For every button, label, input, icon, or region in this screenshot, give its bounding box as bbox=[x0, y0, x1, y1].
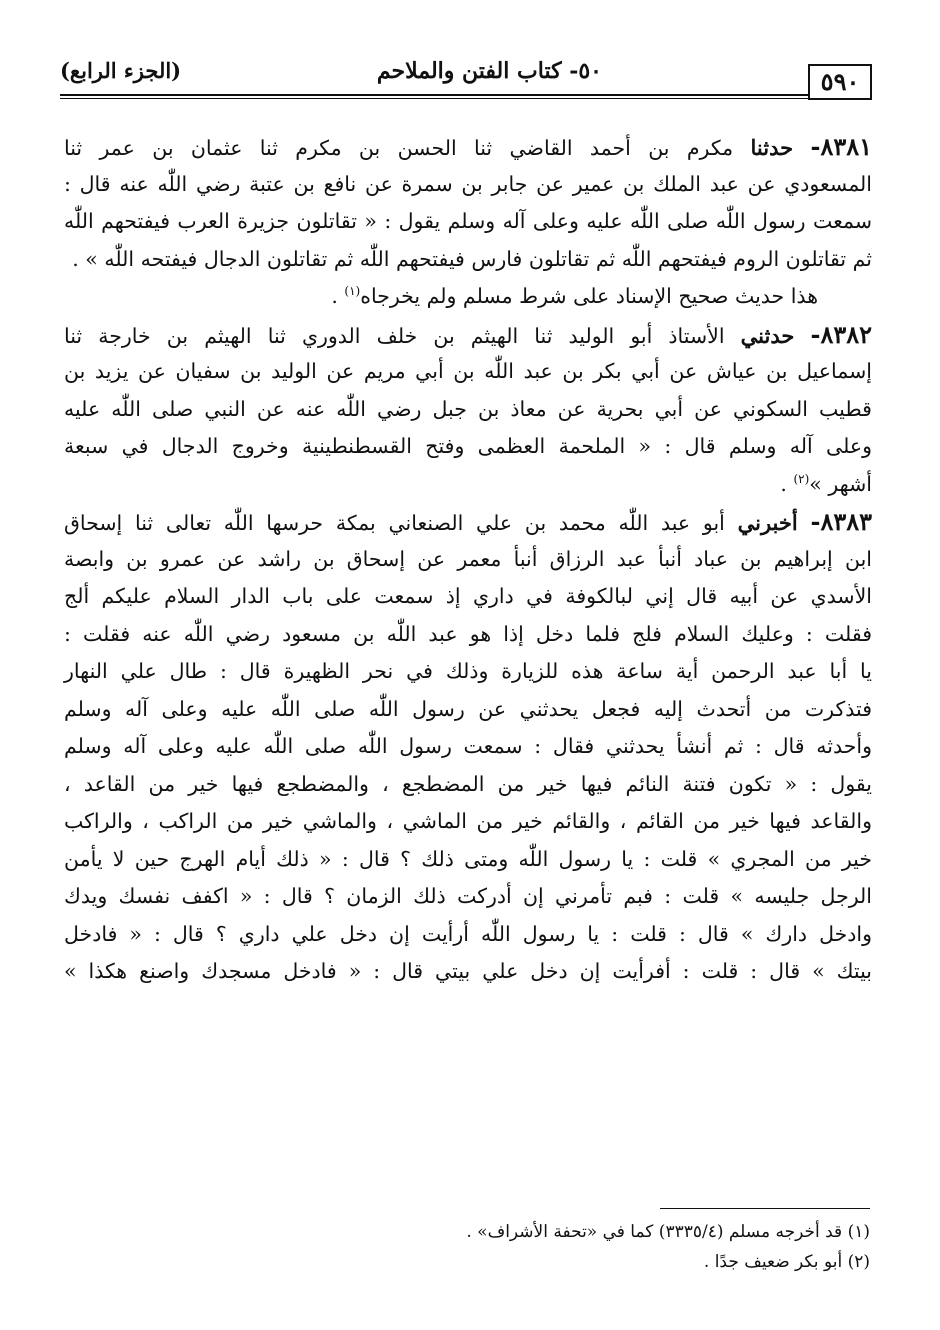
header-rule bbox=[60, 94, 808, 99]
hadith-8382 bbox=[64, 316, 872, 504]
hadith-lead: حدثنا bbox=[750, 135, 794, 160]
text-line: أشهر »$^{(٢)}$ . bbox=[780, 471, 872, 496]
footnote-divider bbox=[660, 1208, 870, 1209]
text-line: إسماعيل بن عياش عن أبي بكر بن عبد اللّٰه بن أبي مريم عن الوليد بن سفيان عن يزيد بن bbox=[64, 359, 872, 383]
footnotes bbox=[70, 1217, 870, 1277]
text-line: سمعت رسول اللّٰه صلى اللّٰه عليه وعلى آله وسلم يقول : « تقاتلون جزيرة العرب فيفتحهم اللّٰه bbox=[64, 209, 872, 233]
volume-label: (الجزء الرابع) bbox=[60, 58, 182, 83]
footnote-1: (١) قد أخرجه مسلم (٣٣٣٥/٤) كما في «تحفة الأشراف» . bbox=[466, 1222, 870, 1242]
text-line: ٨٣٨٢- حدثني الأستاذ أبو الوليد ثنا الهيثم بن خلف الدوري ثنا الهيثم بن خارجة ثنا bbox=[64, 319, 872, 349]
text-line: وأحدثه قال : ثم أنشأ يحدثني فقال : سمعت رسول اللّٰه صلى اللّٰه عليه وعلى آله وسلم bbox=[64, 734, 872, 758]
text-line: الأسدي عن أبيه قال إني لبالكوفة في داري إذ سمعت على باب الدار السلام عليكم ألج bbox=[64, 584, 872, 608]
text-line: وعلى آله وسلم قال : « الملحمة العظمى وفتح القسطنطينية وخروج الدجال في سبعة bbox=[64, 434, 872, 458]
text-line: قطيب السكوني عن أبي بحرية عن معاذ بن جبل رضي اللّٰه عنه عن النبي صلى اللّٰه عليه bbox=[64, 396, 872, 421]
grading-note: هذا حديث صحيح الإسناد على شرط مسلم ولم يخرجاه$^{(١)}$ . bbox=[331, 284, 818, 308]
main-text bbox=[64, 128, 872, 991]
text-line: الرجل جليسه » قلت : فبم تأمرني إن أدركت ذلك الزمان ؟ قال : « اكفف نفسك ويدك bbox=[64, 884, 872, 908]
text-line: بيتك » قال : قلت : أفرأيت إن دخل علي بيتي قال : « فادخل مسجدك واصنع هكذا » bbox=[64, 959, 872, 983]
footnote-2: (٢) أبو بكر ضعيف جدًا . bbox=[703, 1252, 870, 1272]
page-header bbox=[60, 58, 872, 106]
text-line: يا أبا عبد الرحمن أية ساعة هذه للزيارة وذلك في نحر الظهيرة قال : طال علي النهار bbox=[64, 659, 872, 683]
hadith-number: ٨٣٨١- bbox=[810, 132, 872, 161]
chapter-title: ٥٠- كتاب الفتن والملاحم bbox=[376, 58, 602, 84]
footnote-ref[interactable]: (١) bbox=[344, 284, 361, 299]
hadith-number: ٨٣٨٣- bbox=[810, 507, 872, 536]
text-line: ابن إبراهيم بن عباد أنبأ عبد الرزاق أنبأ معمر عن إسحاق بن راشد عن عمرو بن وابصة bbox=[64, 546, 872, 571]
text-line: فقلت : وعليك السلام فلج فلما دخل إذا هو عبد اللّٰه بن مسعود رضي اللّٰه عنه فقلت : bbox=[64, 621, 872, 646]
page-number: ٥٩٠ bbox=[808, 64, 872, 100]
footnote-ref[interactable]: (٢) bbox=[793, 471, 810, 486]
text-line: ٨٣٨١- حدثنا مكرم بن أحمد القاضي ثنا الحسن بن مكرم ثنا عثمان بن عمر ثنا bbox=[64, 132, 872, 161]
hadith-lead: أخبرني bbox=[737, 510, 798, 535]
text-line: المسعودي عن عبد الملك بن عمير عن جابر بن سمرة عن نافع بن عتبة رضي اللّٰه عنه قال : bbox=[64, 171, 872, 196]
hadith-lead: حدثني bbox=[740, 322, 795, 348]
text-line: والقاعد فيها خير من القائم ، والقائم خير من الماشي ، والماشي خير من الراكب ، والراكب bbox=[64, 809, 872, 833]
text-line: ٨٣٨٣- أخبرني أبو عبد اللّٰه محمد بن علي الصنعاني بمكة حرسها اللّٰه تعالى ثنا إسحاق bbox=[64, 507, 872, 536]
hadith-number: ٨٣٨٢- bbox=[810, 319, 872, 349]
text-line: فتذكرت من أتحدث إليه فجعل يحدثني عن رسول اللّٰه صلى اللّٰه عليه وعلى آله وسلم bbox=[64, 696, 872, 721]
hadith-8383 bbox=[64, 503, 872, 991]
text-line: خير من المجري » قلت : يا رسول اللّٰه ومتى ذلك ؟ قال : « ذلك أيام الهرج حين لا يأمن bbox=[64, 846, 872, 871]
hadith-8381 bbox=[64, 128, 872, 316]
text-line: وادخل دارك » قال : قلت : يا رسول اللّٰه أرأيت إن دخل علي داري ؟ قال : « فادخل bbox=[64, 921, 872, 946]
text-line: يقول : « تكون فتنة النائم فيها خير من المضطجع ، والمضطجع فيها خير من القاعد ، bbox=[64, 771, 872, 796]
text-line: ثم تقاتلون الروم فيفتحهم اللّٰه ثم تقاتلون فارس فيفتحهم اللّٰه ثم تقاتلون الدجال فيفتحه اللّٰه » . bbox=[72, 246, 872, 271]
